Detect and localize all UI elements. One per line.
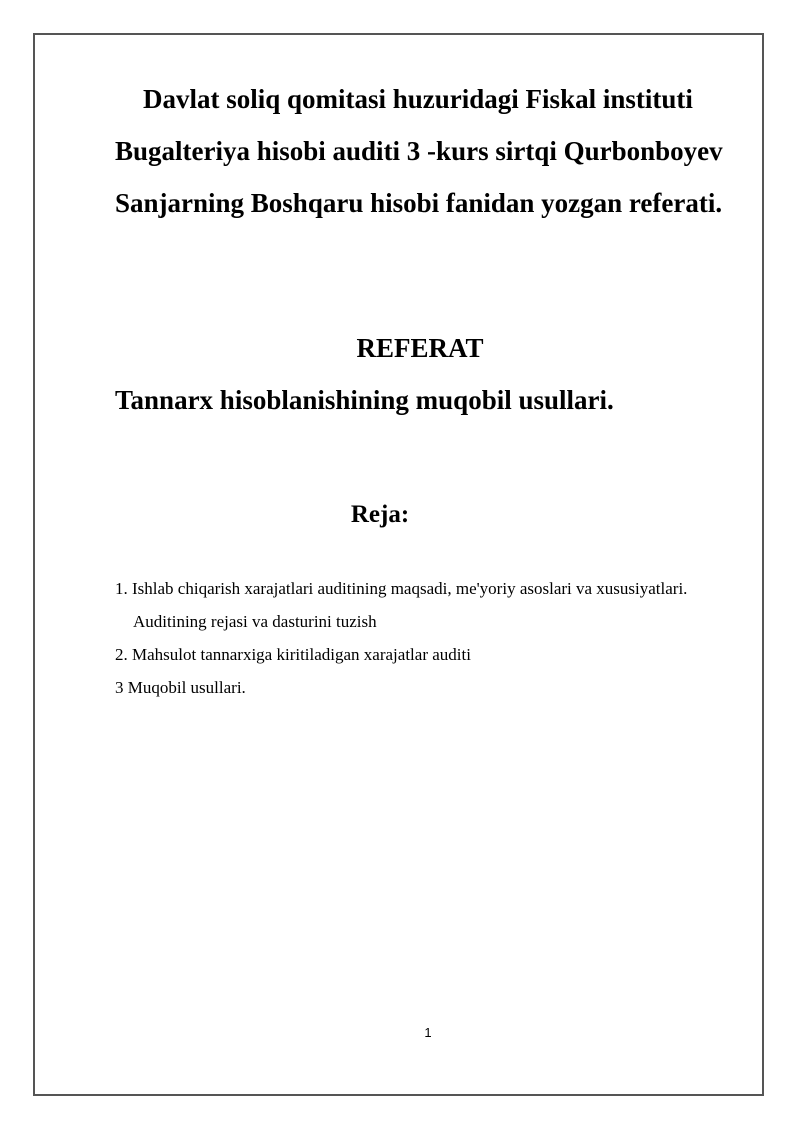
plan-heading: Reja: (350, 501, 410, 528)
plan-item: 2. Mahsulot tannarxiga kiritiladigan xarajatlar auditi (115, 645, 471, 664)
intro-paragraph: Davlat soliq qomitasi huzuridagi Fiskal instituti Bugalteriya hisobi auditi 3 -kurs sirtqi Qurbonboyev Sanjarning Boshqaru hisobi fanidan yozgan referati. (115, 84, 723, 218)
plan-list (115, 572, 735, 704)
plan-item: 1. Ishlab chiqarish xarajatlari auditining maqsadi, me'yoriy asoslari va xususiyatlari. Auditining rejasi va dasturini tuzish (115, 579, 688, 631)
page-number: 1 (424, 1025, 432, 1040)
document-title: Tannarx hisoblanishining muqobil usullari. (115, 385, 614, 415)
plan-item: 3 Muqobil usullari. (115, 678, 246, 697)
document-type-heading: REFERAT (356, 333, 484, 363)
